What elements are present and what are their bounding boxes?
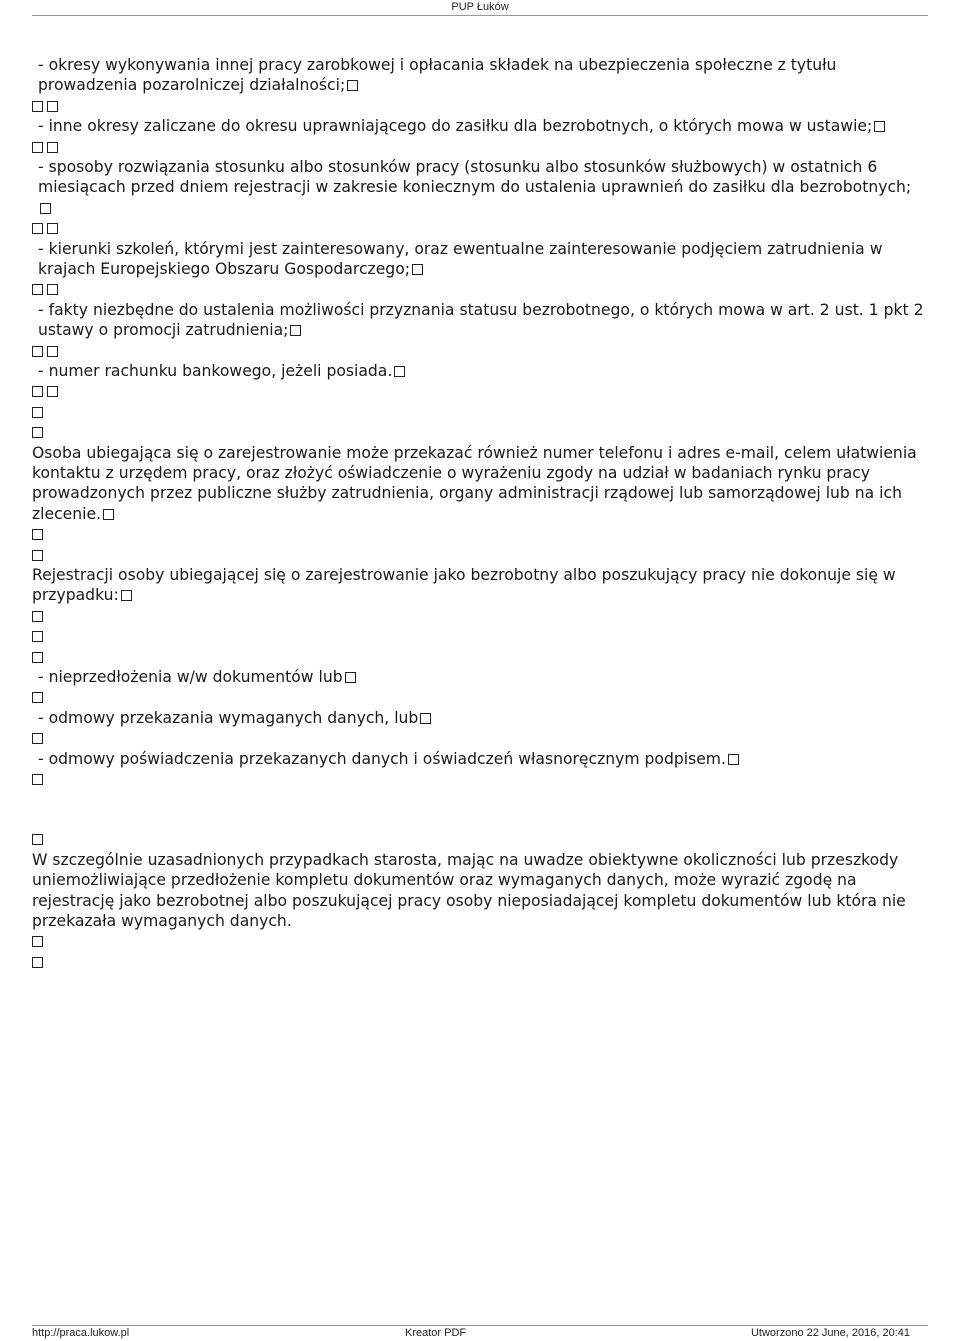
placeholder-box-icon [32,427,43,438]
placeholder-box-icon [32,652,43,663]
placeholder-box-icon [32,692,43,703]
box-row [32,606,928,626]
placeholder-box-icon [32,936,43,947]
paragraph [32,239,928,280]
placeholder-box-icon [32,407,43,418]
placeholder-box-icon [32,733,43,744]
paragraph-text: - odmowy przekazania wymaganych danych, lub [38,708,419,727]
placeholder-box-icon [121,590,132,601]
paragraph-text: - kierunki szkoleń, którymi jest zainteresowany, oraz ewentualne zainteresowanie podjęciem zatrudnienia w krajach Europejskiego Obszaru Gospodarczego; [38,239,888,279]
paragraph-text: Rejestracji osoby ubiegającej się o zarejestrowanie jako bezrobotny albo poszukujący pracy nie dokonuje się w przypadku: [32,566,901,605]
paragraph [32,749,928,769]
box-row [32,687,928,707]
paragraph [32,300,928,341]
placeholder-box-icon [32,142,43,153]
footer-url: http://praca.lukow.pl [32,1327,130,1339]
page-header [0,1,960,13]
placeholder-box-icon [47,223,58,234]
paragraph [32,55,928,96]
placeholder-box-icon [32,386,43,397]
box-row [32,728,928,748]
placeholder-box-icon [347,80,358,91]
paragraph-text: W szczególnie uzasadnionych przypadkach starosta, mając na uwadze obiektywne okoliczności lub przeszkody uniemożliwiające przedłożenie kompletu dokumentów oraz wymaganych danych, może wyrazić zgodę na rejestrację jako bezrobotnej albo poszukującej pracy osoby nieposiadającej kompletu dokumentów lub która nie przekazała wymaganych danych. [32,850,911,930]
paragraph-text: Osoba ubiegająca się o zarejestrowanie może przekazać również numer telefonu i adres e-mail, celem ułatwienia kontaktu z urzędem pracy, oraz złożyć oświadczenie o wyrażeniu zgody na udział w badaniach rynku pracy prowadzonych przez publiczne służby zatrudnienia, organy administracji rządowej lub samorządowej lub na ich zlecenie. [32,443,922,523]
paragraph [32,667,928,687]
footer-generator: Kreator PDF [405,1327,467,1339]
placeholder-box-icon [47,284,58,295]
box-row [32,647,928,667]
placeholder-box-icon [290,325,301,336]
placeholder-box-icon [32,834,43,845]
paragraph-text: - fakty niezbędne do ustalenia możliwości przyznania statusu bezrobotnego, o których mowa w art. 2 ust. 1 pkt 2 ustawy o promocji zatrudnienia; [38,300,929,340]
box-row [32,626,928,646]
placeholder-box-icon [32,346,43,357]
placeholder-box-icon [420,713,431,724]
box-row [32,381,928,401]
box-row [32,422,928,442]
placeholder-box-icon [47,386,58,397]
placeholder-box-icon [47,142,58,153]
footer-divider [32,1325,928,1326]
box-row [32,341,928,361]
placeholder-box-icon [32,284,43,295]
paragraph [32,361,928,381]
placeholder-box-icon [32,631,43,642]
paragraph-text: - odmowy poświadczenia przekazanych danych i oświadczeń własnoręcznym podpisem. [38,749,726,768]
placeholder-box-icon [103,509,114,520]
box-row [32,952,928,972]
placeholder-box-icon [32,223,43,234]
placeholder-box-icon [32,529,43,540]
placeholder-box-icon [412,264,423,275]
paragraph-text: - nieprzedłożenia w/w dokumentów lub [38,667,343,686]
placeholder-box-icon [47,346,58,357]
placeholder-box-icon [32,611,43,622]
placeholder-box-icon [47,101,58,112]
paragraph-text: - inne okresy zaliczane do okresu uprawniającego do zasiłku dla bezrobotnych, o których mowa w ustawie; [38,117,873,136]
header-title: PUP Łuków [451,1,509,13]
paragraph [32,850,928,932]
placeholder-box-icon [345,672,356,683]
placeholder-box-icon [40,203,51,214]
paragraph-text: - okresy wykonywania innej pracy zarobkowej i opłacania składek na ubezpieczenia społeczne z tytułu prowadzenia pozarolniczej działalności; [38,56,842,95]
box-row [32,218,928,238]
placeholder-box-icon [394,366,405,377]
paragraph [32,565,928,606]
box-row [32,545,928,565]
header-divider [32,15,928,16]
footer-created: Utworzono 22 June, 2016, 20:41 [750,1327,910,1339]
paragraph [32,443,928,525]
box-row [32,137,928,157]
paragraph-text: - numer rachunku bankowego, jeżeli posiada. [38,362,393,381]
placeholder-box-icon [728,754,739,765]
placeholder-box-icon [32,774,43,785]
placeholder-box-icon [32,550,43,561]
box-row [32,96,928,116]
placeholder-box-icon [32,101,43,112]
box-row [32,279,928,299]
document-body [32,55,928,972]
placeholder-box-icon [874,121,885,132]
box-row [32,931,928,951]
placeholder-box-icon [32,957,43,968]
box-row [32,829,928,849]
paragraph-text: - sposoby rozwiązania stosunku albo stosunków pracy (stosunku albo stosunków służbowych) w ostatnich 6 miesiącach przed dniem rejestracji w zakresie koniecznym do ustalenia uprawnień do zasiłku dla bezrobotnych; [38,158,912,197]
box-row [32,524,928,544]
box-row [32,769,928,789]
paragraph [32,116,928,136]
spacer [32,789,928,829]
paragraph [32,157,928,218]
box-row [32,402,928,422]
paragraph [32,708,928,728]
